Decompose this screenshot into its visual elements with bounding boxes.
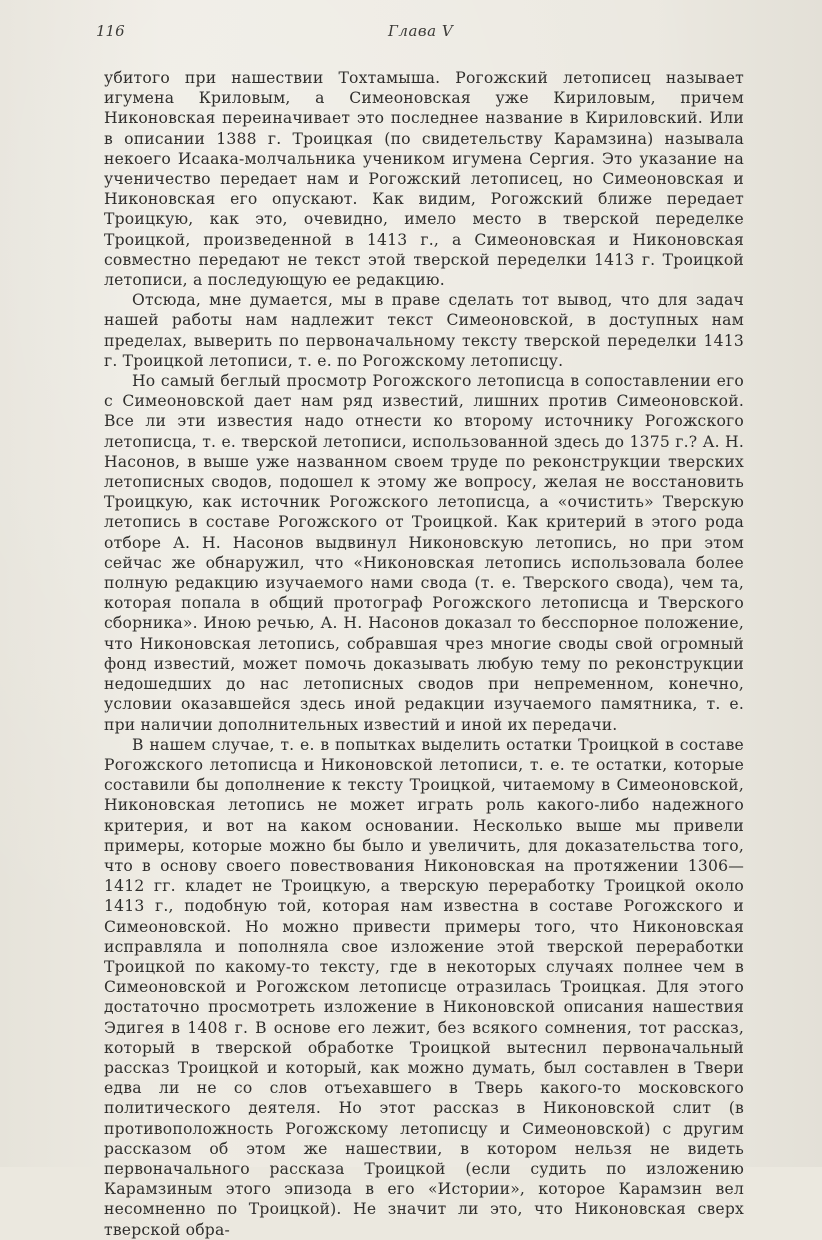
paragraph: убитого при нашествии Тохтамыша. Рогожский летописец называет игумена Криловым, а Симеоновская уже Кириловым, причем Никоновская переиначивает это последнее название в Кириловский. Или в описании 1388 г. Троицкая (по свидетельству Карамзина) называла некоего Исаака-молчальника учеником игумена Сергия. Это указание на ученичество передает нам и Рогожский летописец, но Симеоновская и Никоновская его опускают. Как видим, Рогожский ближе передает Троицкую, как это, очевидно, имело место в тверской переделке Троицкой, произведенной в 1413 г., а Симеоновская и Никоновская совместно передают не текст этой тверской переделки 1413 г. Троицкой летописи, а последующую ее редакцию. — [104, 69, 744, 290]
paragraph: Отсюда, мне думается, мы в праве сделать тот вывод, что для задач нашей работы нам надлежит текст Симеоновской, в доступных нам пределах, выверить по первоначальному тексту тверской переделки 1413 г. Троицкой летописи, т. е. по Рогожскому летописцу. — [104, 291, 744, 370]
body-text — [104, 68, 744, 1240]
paragraph: Но самый беглый просмотр Рогожского летописца в сопоставлении его с Симеоновской дает нам ряд известий, лишних против Симеоновской. Все ли эти известия надо отнести ко второму источнику Рогожского летописца, т. е. тверской летописи, использованной здесь до 1375 г.? А. Н. Насонов, в выше уже названном своем труде по реконструкции тверских летописных сводов, подошел к этому же вопросу, желая не восстановить Троицкую, как источник Рогожского летописца, а «очистить» Тверскую летопись в составе Рогожского от Троицкой. Как критерий в этого рода отборе А. Н. Насонов выдвинул Никоновскую летопись, но при этом сейчас же обнаружил, что «Никоновская летопись использовала более полную редакцию изучаемого нами свода (т. е. Тверского свода), чем та, которая попала в общий протограф Рогожского летописца и Тверского сборника». Иною речью, А. Н. Насонов доказал то бесспорное положение, что Никоновская летопись, собравшая чрез многие своды свой огромный фонд известий, может помочь доказывать любую тему по реконструкции недошедших до нас летописных сводов при непременном, конечно, условии оказавшейся здесь иной редакции изучаемого памятника, т. е. при наличии дополнительных известий и иной их передачи. — [104, 372, 744, 734]
page-number: 116 — [96, 22, 125, 40]
paragraph: В нашем случае, т. е. в попытках выделить остатки Троицкой в составе Рогожского летописца и Никоновской летописи, т. е. те остатки, которые составили бы дополнение к тексту Троицкой, читаемому в Симеоновской, Никоновская летопись не может играть роль какого-либо надежного критерия, и вот на каком основании. Несколько выше мы привели примеры, которые можно бы было и увеличить, для доказательства того, что в основу своего повествования Никоновская на протяжении 1306—1412 гг. кладет не Троицкую, а тверскую переработку Троицкой около 1413 г., подобную той, которая нам известна в составе Рогожского и Симеоновской. Но можно привести примеры того, что Никоновская исправляла и пополняла свое изложение этой тверской переработки Троицкой по какому-то тексту, где в некоторых случаях полнее чем в Симеоновской и Рогожском летописце отразилась Троицкая. Для этого достаточно просмотреть изложение в Никоновской описания нашествия Эдигея в 1408 г. В основе его лежит, без всякого сомнения, тот рассказ, который в тверской обработке Троицкой вытеснил первоначальный рассказ Троицкой и который, как можно думать, был составлен в Твери едва ли не со слов отъехавшего в Тверь какого-то московского политического деятеля. Но этот рассказ в Никоновской слит (в противоположность Рогожскому летописцу и Симеоновской) с другим рассказом об этом же нашествии, в котором нельзя не видеть первоначального рассказа Троицкой (если судить по изложению Карамзиным этого эпизода в его «Истории», которое Карамзин вел несомненно по Троицкой). Не значит ли это, что Никоновская сверх тверской обра- — [104, 735, 744, 1239]
page-header — [96, 22, 736, 48]
running-title: Глава V — [388, 22, 454, 40]
